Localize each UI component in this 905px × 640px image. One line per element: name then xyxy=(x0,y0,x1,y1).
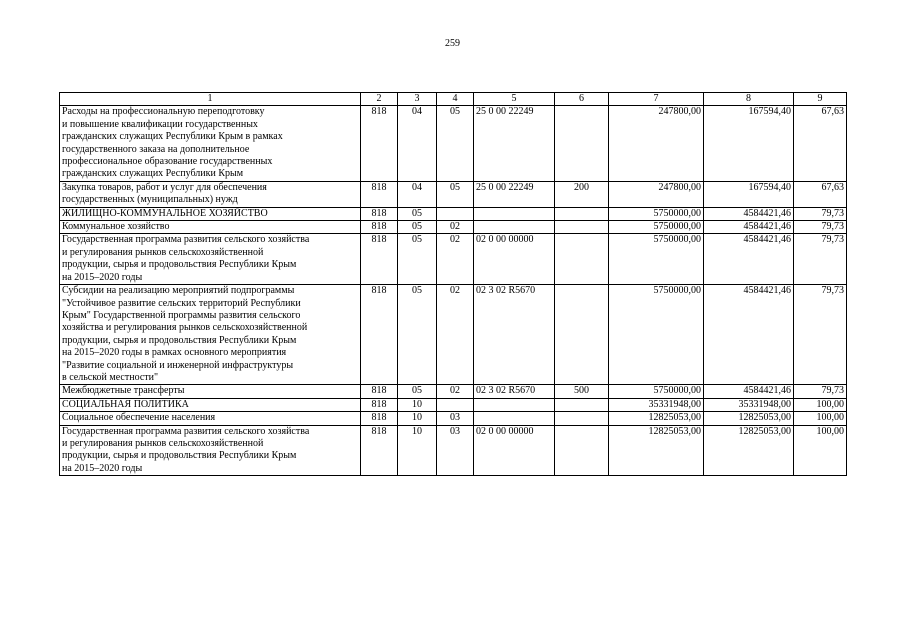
column-header: 6 xyxy=(555,93,609,106)
cell-section: 04 xyxy=(398,106,437,181)
cell-subsection: 05 xyxy=(437,106,474,181)
column-header: 8 xyxy=(704,93,794,106)
cell-expense-type xyxy=(555,285,609,385)
cell-description: Закупка товаров, работ и услуг для обеспечения государственных (муниципальных) нужд xyxy=(60,181,361,207)
cell-ministry-code: 818 xyxy=(361,106,398,181)
cell-subsection: 02 xyxy=(437,234,474,285)
column-header: 2 xyxy=(361,93,398,106)
cell-executed-amount: 12825053,00 xyxy=(704,425,794,476)
cell-execution-percent: 67,63 xyxy=(794,106,847,181)
cell-execution-percent: 100,00 xyxy=(794,412,847,425)
cell-section: 05 xyxy=(398,385,437,398)
cell-subsection: 02 xyxy=(437,221,474,234)
column-header: 3 xyxy=(398,93,437,106)
cell-expense-type xyxy=(555,412,609,425)
cell-ministry-code: 818 xyxy=(361,412,398,425)
table-row xyxy=(60,412,847,425)
cell-approved-amount: 5750000,00 xyxy=(609,234,704,285)
column-header: 9 xyxy=(794,93,847,106)
cell-execution-percent: 67,63 xyxy=(794,181,847,207)
cell-ministry-code: 818 xyxy=(361,181,398,207)
cell-approved-amount: 12825053,00 xyxy=(609,425,704,476)
cell-expense-type xyxy=(555,207,609,220)
cell-section: 05 xyxy=(398,234,437,285)
cell-execution-percent: 79,73 xyxy=(794,234,847,285)
cell-section: 05 xyxy=(398,207,437,220)
cell-expense-type xyxy=(555,425,609,476)
cell-description: Социальное обеспечение населения xyxy=(60,412,361,425)
cell-target-article: 25 0 00 22249 xyxy=(474,106,555,181)
cell-description: Межбюджетные трансферты xyxy=(60,385,361,398)
table-row xyxy=(60,285,847,385)
cell-executed-amount: 12825053,00 xyxy=(704,412,794,425)
cell-execution-percent: 79,73 xyxy=(794,221,847,234)
cell-ministry-code: 818 xyxy=(361,221,398,234)
cell-subsection: 03 xyxy=(437,412,474,425)
cell-approved-amount: 5750000,00 xyxy=(609,207,704,220)
table-row xyxy=(60,181,847,207)
cell-executed-amount: 4584421,46 xyxy=(704,285,794,385)
table-row xyxy=(60,398,847,411)
cell-target-article: 02 0 00 00000 xyxy=(474,234,555,285)
cell-expense-type xyxy=(555,221,609,234)
cell-subsection: 02 xyxy=(437,285,474,385)
cell-executed-amount: 167594,40 xyxy=(704,181,794,207)
cell-executed-amount: 167594,40 xyxy=(704,106,794,181)
cell-executed-amount: 4584421,46 xyxy=(704,385,794,398)
cell-expense-type: 200 xyxy=(555,181,609,207)
cell-section: 04 xyxy=(398,181,437,207)
budget-table xyxy=(59,92,847,476)
cell-ministry-code: 818 xyxy=(361,398,398,411)
cell-executed-amount: 35331948,00 xyxy=(704,398,794,411)
cell-section: 10 xyxy=(398,412,437,425)
cell-approved-amount: 5750000,00 xyxy=(609,385,704,398)
cell-target-article xyxy=(474,207,555,220)
cell-description: Государственная программа развития сельского хозяйства и регулирования рынков сельскохозяйственной продукции, сырья и продовольствия Республики Крым на 2015–2020 годы xyxy=(60,425,361,476)
cell-execution-percent: 79,73 xyxy=(794,385,847,398)
cell-subsection: 02 xyxy=(437,385,474,398)
table-row xyxy=(60,234,847,285)
cell-section: 05 xyxy=(398,221,437,234)
cell-description: Субсидии на реализацию мероприятий подпрограммы "Устойчивое развитие сельских территорий Республики Крым" Государственной программы развития сельского хозяйства и регулирования рынков сельскохозяйственной продукции, сырья и продовольствия Республики Крым на 2015–2020 годы в рамках основного мероприятия "Развитие социальной и инженерной инфраструктуры в сельской местности" xyxy=(60,285,361,385)
cell-approved-amount: 247800,00 xyxy=(609,106,704,181)
cell-expense-type xyxy=(555,398,609,411)
cell-approved-amount: 5750000,00 xyxy=(609,221,704,234)
cell-execution-percent: 79,73 xyxy=(794,285,847,385)
cell-description: СОЦИАЛЬНАЯ ПОЛИТИКА xyxy=(60,398,361,411)
cell-description: Государственная программа развития сельского хозяйства и регулирования рынков сельскохозяйственной продукции, сырья и продовольствия Республики Крым на 2015–2020 годы xyxy=(60,234,361,285)
cell-approved-amount: 247800,00 xyxy=(609,181,704,207)
cell-execution-percent: 100,00 xyxy=(794,398,847,411)
cell-expense-type xyxy=(555,106,609,181)
cell-ministry-code: 818 xyxy=(361,285,398,385)
column-header: 1 xyxy=(60,93,361,106)
table-row xyxy=(60,207,847,220)
cell-ministry-code: 818 xyxy=(361,425,398,476)
cell-target-article xyxy=(474,221,555,234)
cell-description: ЖИЛИЩНО-КОММУНАЛЬНОЕ ХОЗЯЙСТВО xyxy=(60,207,361,220)
cell-subsection: 03 xyxy=(437,425,474,476)
cell-approved-amount: 12825053,00 xyxy=(609,412,704,425)
cell-target-article: 02 3 02 R5670 xyxy=(474,385,555,398)
cell-ministry-code: 818 xyxy=(361,385,398,398)
cell-section: 10 xyxy=(398,425,437,476)
cell-target-article: 25 0 00 22249 xyxy=(474,181,555,207)
column-header: 4 xyxy=(437,93,474,106)
page-number: 259 xyxy=(445,38,460,49)
cell-ministry-code: 818 xyxy=(361,207,398,220)
cell-subsection xyxy=(437,207,474,220)
cell-execution-percent: 100,00 xyxy=(794,425,847,476)
table-row xyxy=(60,425,847,476)
cell-executed-amount: 4584421,46 xyxy=(704,234,794,285)
table-row xyxy=(60,385,847,398)
column-header: 7 xyxy=(609,93,704,106)
cell-subsection: 05 xyxy=(437,181,474,207)
cell-target-article: 02 0 00 00000 xyxy=(474,425,555,476)
cell-executed-amount: 4584421,46 xyxy=(704,207,794,220)
cell-ministry-code: 818 xyxy=(361,234,398,285)
cell-approved-amount: 5750000,00 xyxy=(609,285,704,385)
budget-table-body xyxy=(60,106,847,476)
cell-executed-amount: 4584421,46 xyxy=(704,221,794,234)
cell-target-article xyxy=(474,398,555,411)
cell-target-article xyxy=(474,412,555,425)
cell-expense-type xyxy=(555,234,609,285)
cell-approved-amount: 35331948,00 xyxy=(609,398,704,411)
cell-section: 10 xyxy=(398,398,437,411)
cell-description: Расходы на профессиональную переподготовку и повышение квалификации государственных гражданских служащих Республики Крым в рамках государственного заказа на дополнительное профессиональное образование государственных гражданских служащих Республики Крым xyxy=(60,106,361,181)
cell-target-article: 02 3 02 R5670 xyxy=(474,285,555,385)
column-header: 5 xyxy=(474,93,555,106)
cell-section: 05 xyxy=(398,285,437,385)
table-row xyxy=(60,221,847,234)
cell-description: Коммунальное хозяйство xyxy=(60,221,361,234)
cell-subsection xyxy=(437,398,474,411)
cell-expense-type: 500 xyxy=(555,385,609,398)
table-row xyxy=(60,106,847,181)
cell-execution-percent: 79,73 xyxy=(794,207,847,220)
header-row xyxy=(60,93,847,106)
